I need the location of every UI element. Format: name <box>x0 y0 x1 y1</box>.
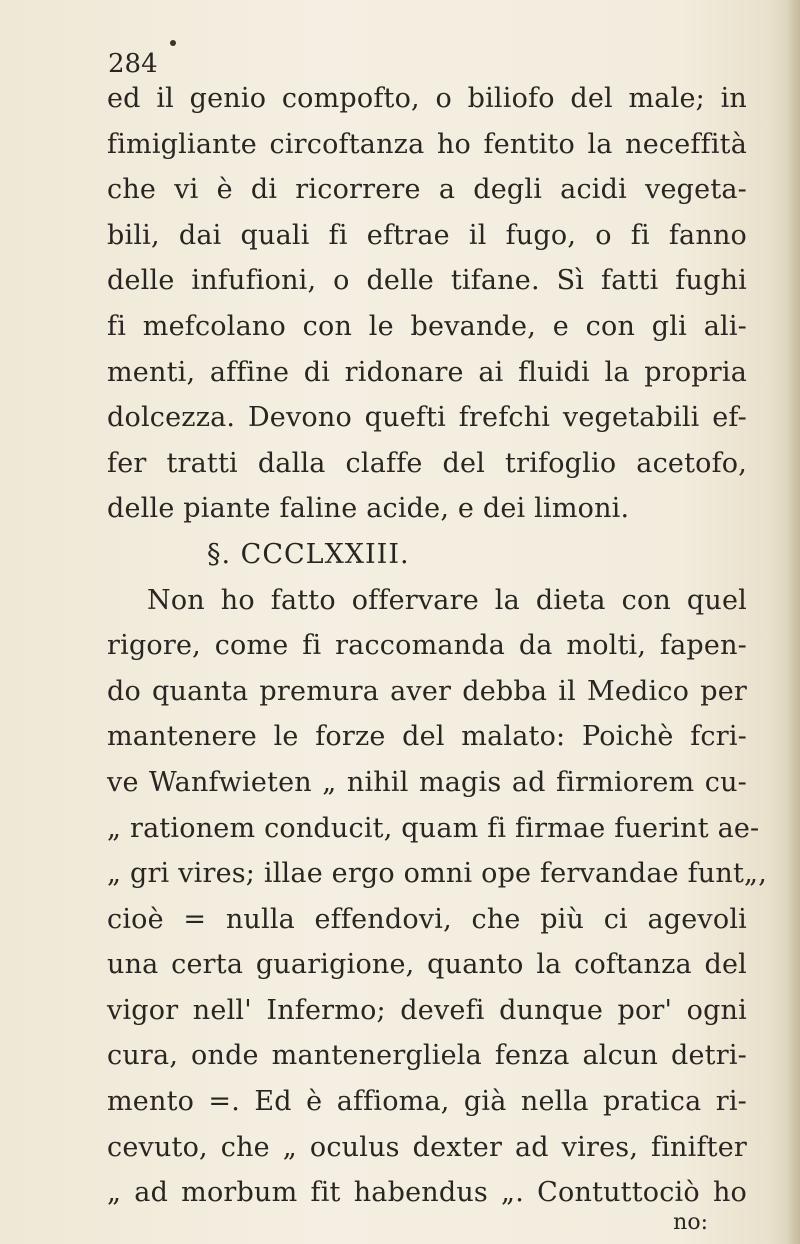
ink-dot <box>170 40 176 46</box>
text-line: una certa guarigione, quanto la coftanza del <box>107 949 747 981</box>
text-line: vigor nell' Infermo; devefi dunque por' ogni <box>107 994 747 1026</box>
catchword: no: <box>673 1210 708 1235</box>
text-line: fi mefcolano con le bevande, e con gli ali- <box>107 310 747 342</box>
text-line: fimigliante circoftanza ho fentito la neceffità <box>107 128 747 160</box>
page-edge-shadow <box>786 0 800 1244</box>
text-line: do quanta premura aver debba il Medico per <box>107 675 747 707</box>
text-line: „ rationem conducit, quam fi firmae fuerint ae- <box>107 812 760 844</box>
text-line: cevuto, che „ oculus dexter ad vires, finifter <box>107 1131 747 1163</box>
text-line: Non ho fatto offervare la dieta con quel <box>147 584 747 616</box>
body-text <box>107 76 767 1216</box>
text-line: ed il genio compofto, o biliofo del male; in <box>107 83 747 114</box>
text-line: delle infufioni, o delle tifane. Sì fatti fughi <box>107 265 747 297</box>
text-line: ve Wanfwieten „ nihil magis ad firmiorem cu- <box>107 766 747 798</box>
text-line: rigore, come fi raccomanda da molti, fapen- <box>107 630 747 662</box>
text-line: „ gri vires; illae ergo omni ope fervandae funt„, <box>107 858 767 890</box>
text-line: che vi è di ricorrere a degli acidi vegeta- <box>107 174 747 206</box>
page-number: 284 <box>108 49 158 79</box>
text-line: cioè = nulla effendovi, che più ci agevoli <box>107 903 747 935</box>
text-line: bili, dai quali fi eftrae il fugo, o fi fanno <box>107 219 747 251</box>
text-line: mento =. Ed è affioma, già nella pratica ri- <box>107 1086 747 1118</box>
text-line: menti, affine di ridonare ai fluidi la propria <box>107 356 747 388</box>
text-line: dolcezza. Devono quefti frefchi vegetabili ef- <box>107 402 747 434</box>
text-line: delle piante faline acide, e dei limoni. <box>107 493 630 525</box>
text-line: mantenere le forze del malato: Poichè fcri- <box>107 721 747 753</box>
section-heading: §. CCCLXXIII. <box>207 538 410 570</box>
text-line: „ ad morbum fit habendus „. Contuttociò ho <box>107 1177 747 1209</box>
text-line: fer tratti dalla claffe del trifoglio acetofo, <box>107 447 747 479</box>
text-line: cura, onde mantenergliela fenza alcun detri- <box>107 1040 747 1072</box>
